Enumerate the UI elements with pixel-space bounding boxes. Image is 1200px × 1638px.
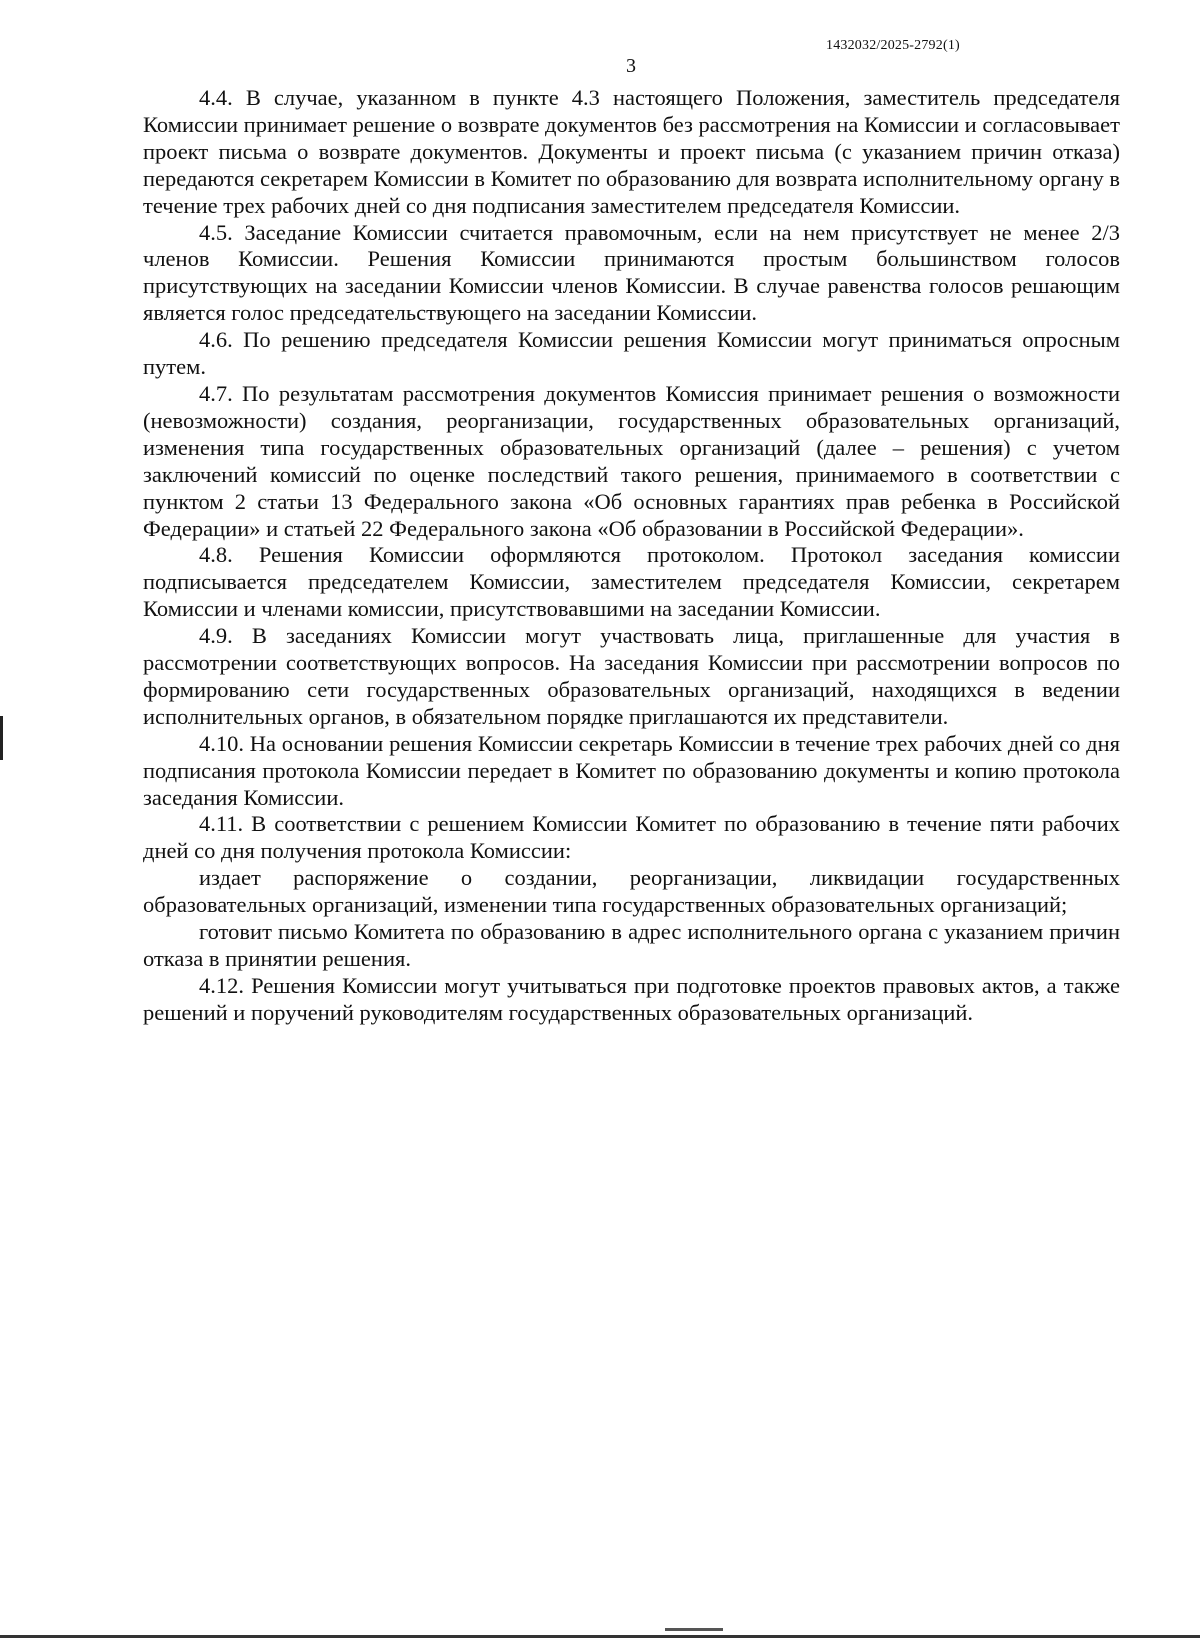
page-number: 3 bbox=[626, 55, 636, 77]
scan-edge-mark-bottom-right bbox=[665, 1628, 723, 1631]
document-body bbox=[143, 85, 1120, 1027]
scan-edge-mark-left bbox=[0, 716, 3, 760]
paragraph-4-5: 4.5. Заседание Комиссии считается правомочным, если на нем присутствует не менее 2/3 членов Комиссии. Решения Комиссии принимаются простым большинством голосов присутствующих на заседании Комиссии членов Комиссии. В случае равенства голосов решающим является голос председательствующего на заседании Комиссии. bbox=[143, 219, 1120, 326]
paragraph-4-9: 4.9. В заседаниях Комиссии могут участвовать лица, приглашенные для участия в рассмотрении соответствующих вопросов. На заседания Комиссии при рассмотрении вопросов по формированию сети государственных образовательных организаций, находящихся в ведении исполнительных органов, в обязательном порядке приглашаются их представители. bbox=[143, 623, 1120, 729]
paragraph-4-12: 4.12. Решения Комиссии могут учитываться при подготовке проектов правовых актов, а также решений и поручений руководителям государственных образовательных организаций. bbox=[143, 972, 1120, 1025]
list-item-letter: готовит письмо Комитета по образованию в адрес исполнительного органа с указанием причин отказа в принятии решения. bbox=[143, 919, 1120, 971]
paragraph-4-4: 4.4. В случае, указанном в пункте 4.3 настоящего Положения, заместитель председателя Комиссии принимает решение о возврате документов без рассмотрения на Комиссии и согласовывает проект письма о возврате документов. Документы и проект письма (с указанием причин отказа) передаются секретарем Комиссии в Комитет по образованию для возврата исполнительному органу в течение трех рабочих дней со дня подписания заместителем председателя Комиссии. bbox=[143, 85, 1120, 218]
paragraph-4-6: 4.6. По решению председателя Комиссии решения Комиссии могут приниматься опросным путем. bbox=[143, 327, 1120, 380]
paragraph-4-11: 4.11. В соответствии с решением Комиссии Комитет по образованию в течение пяти рабочих дней со дня получения протокола Комиссии: bbox=[143, 811, 1120, 864]
document-number: 1432032/2025-2792(1) bbox=[826, 38, 960, 53]
list-item-order: издает распоряжение о создании, реорганизации, ликвидации государственных образовательных организаций, изменении типа государственных образовательных организаций; bbox=[143, 865, 1120, 918]
paragraph-4-10: 4.10. На основании решения Комиссии секретарь Комиссии в течение трех рабочих дней со дня подписания протокола Комиссии передает в Комитет по образованию документы и копию протокола заседания Комиссии. bbox=[143, 730, 1120, 810]
paragraph-4-7: 4.7. По результатам рассмотрения документов Комиссия принимает решения о возможности (невозможности) создания, реорганизации, государственных образовательных организаций, изменения типа государственных образовательных организаций (далее – решения) с учетом заключений комиссий по оценке последствий такого решения, принимаемого в соответствии с пунктом 2 статьи 13 Федерального закона «Об основных гарантиях прав ребенка в Российской Федерации» и статьей 22 Федерального закона «Об образовании в Российской Федерации». bbox=[143, 380, 1120, 541]
paragraph-4-8: 4.8. Решения Комиссии оформляются протоколом. Протокол заседания комиссии подписывается председателем Комиссии, заместителем председателя Комиссии, секретарем Комиссии и членами комиссии, присутствовавшими на заседании Комиссии. bbox=[143, 542, 1120, 622]
